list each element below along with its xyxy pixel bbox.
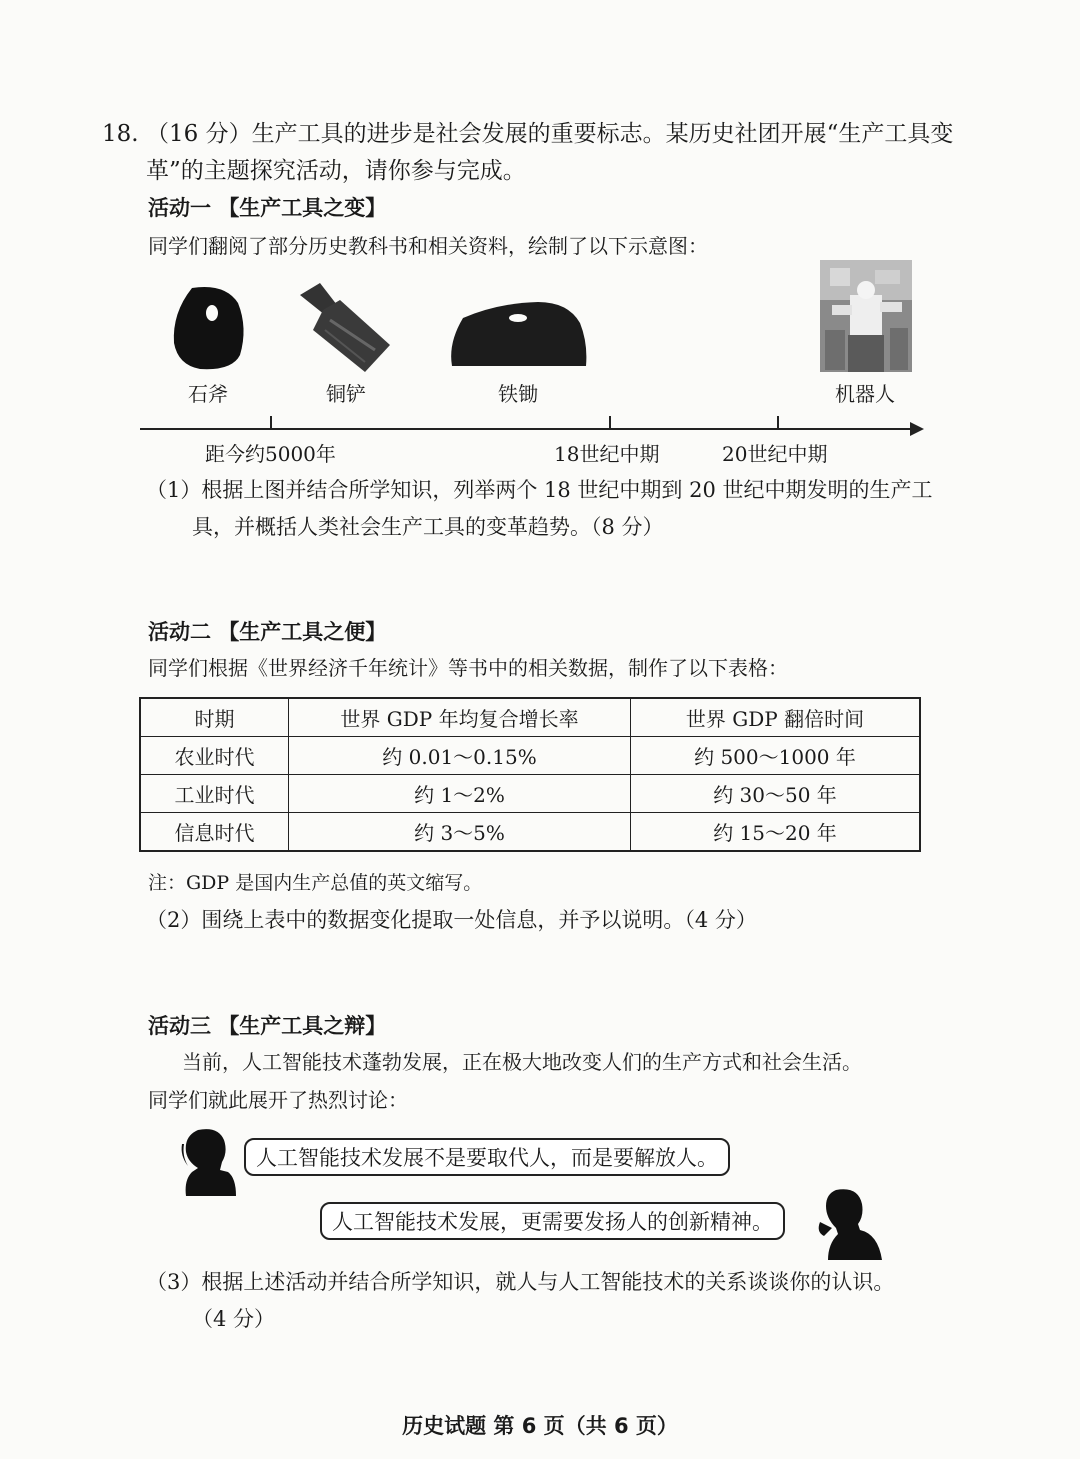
timeline-label-18c: 18世纪中期 [554, 442, 660, 466]
table-cell: 约 30～50 年 [631, 775, 921, 813]
speech-bubble-1: 人工智能技术发展不是要取代人，而是要解放人。 [244, 1138, 730, 1176]
timeline-tick [777, 416, 779, 429]
activity1-intro: 同学们翻阅了部分历史教科书和相关资料，绘制了以下示意图： [148, 234, 708, 258]
timeline-label-20c: 20世纪中期 [722, 442, 828, 466]
table-row [140, 775, 920, 813]
gdp-table [139, 697, 921, 852]
subquestion-3-line2: （4 分） [192, 1307, 276, 1331]
tool-label-robot: 机器人 [835, 382, 895, 406]
table-cell: 约 15～20 年 [631, 813, 921, 852]
tool-label-stone-axe: 石斧 [188, 382, 228, 406]
timeline-tick [609, 416, 611, 429]
subquestion-1-line2: 具，并概括人类社会生产工具的变革趋势。（8 分） [192, 515, 664, 539]
table-cell: 约 3～5% [289, 813, 631, 852]
table-cell: 约 0.01～0.15% [289, 737, 631, 775]
table-cell: 约 1～2% [289, 775, 631, 813]
student-silhouette-male [814, 1188, 884, 1260]
question-number: 18. [102, 121, 139, 147]
tool-label-bronze-shovel: 铜铲 [326, 382, 366, 406]
activity3-intro-line2: 同学们就此展开了热烈讨论： [148, 1088, 408, 1112]
timeline-label-5000: 距今约5000年 [205, 442, 336, 466]
table-row [140, 813, 920, 852]
activity2-title: 活动二 【生产工具之便】 [148, 620, 387, 644]
bronze-shovel-image [295, 280, 395, 375]
robot-photo [820, 260, 912, 372]
speech-bubble-2: 人工智能技术发展，更需要发扬人的创新精神。 [320, 1202, 785, 1240]
table-header: 时期 [140, 698, 289, 737]
timeline-axis [140, 428, 915, 430]
stone-axe-image [170, 283, 250, 373]
question-intro-line2: 革”的主题探究活动，请你参与完成。 [146, 158, 526, 184]
table-row [140, 737, 920, 775]
question-intro-line1: （16 分）生产工具的进步是社会发展的重要标志。某历史社团开展“生产工具变 [146, 121, 954, 147]
subquestion-1-line1: （1）根据上图并结合所学知识，列举两个 18 世纪中期到 20 世纪中期发明的生产工 [146, 478, 933, 502]
table-cell: 信息时代 [140, 813, 289, 852]
activity2-intro: 同学们根据《世界经济千年统计》等书中的相关数据，制作了以下表格： [148, 656, 788, 680]
timeline-arrow [910, 422, 924, 436]
table-cell: 约 500～1000 年 [631, 737, 921, 775]
table-header: 世界 GDP 年均复合增长率 [289, 698, 631, 737]
timeline-tick [270, 416, 272, 429]
table-cell: 工业时代 [140, 775, 289, 813]
table-cell: 农业时代 [140, 737, 289, 775]
activity3-title: 活动三 【生产工具之辩】 [148, 1014, 387, 1038]
iron-hoe-image [448, 298, 590, 370]
tool-label-iron-hoe: 铁锄 [498, 382, 538, 406]
table-note: 注：GDP 是国内生产总值的英文缩写。 [148, 872, 483, 894]
student-silhouette-female [178, 1126, 238, 1196]
table-header: 世界 GDP 翻倍时间 [631, 698, 921, 737]
subquestion-3 [146, 1264, 894, 1338]
question-header [102, 116, 982, 190]
subquestion-3-line1: （3）根据上述活动并结合所学知识，就人与人工智能技术的关系谈谈你的认识。 [146, 1270, 895, 1294]
activity1-title: 活动一 【生产工具之变】 [148, 196, 387, 220]
table-header-row [140, 698, 920, 737]
subquestion-2: （2）围绕上表中的数据变化提取一处信息，并予以说明。（4 分） [146, 908, 757, 932]
subquestion-1 [146, 472, 933, 546]
page-footer: 历史试题 第 6 页（共 6 页） [402, 1414, 678, 1438]
activity3-intro-line1: 当前，人工智能技术蓬勃发展，正在极大地改变人们的生产方式和社会生活。 [182, 1050, 862, 1074]
